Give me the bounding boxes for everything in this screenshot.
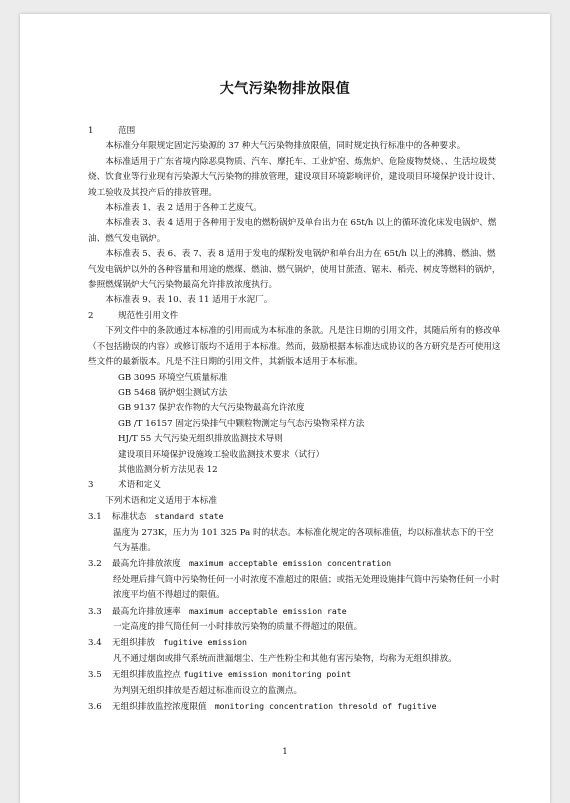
paragraph: 本标准表 9、表 10、表 11 适用于水泥厂。: [105, 295, 273, 306]
clause-3-6-heading: [88, 699, 502, 715]
paragraph: 本标准表 1、表 2 适用于各种工艺废气。: [105, 203, 262, 214]
paragraph: 本标准表 3、表 4 适用于各种用于发电的燃粉锅炉及单台出力在 65t/h 以上的循环流化床发电锅炉、燃油、燃气发电锅炉。: [88, 218, 497, 244]
section-number: 2: [88, 310, 94, 321]
section-2-heading: [88, 309, 502, 324]
reference-item: GB /T 16157 固定污染排气中颗粒物测定与气态污染物采样方法: [118, 418, 365, 429]
clause-number: 3.2: [88, 559, 102, 570]
page-number: 1: [282, 747, 288, 757]
paragraph: 本标准表 5、表 6、表 7、表 8 适用于发电的煤粉发电锅炉和单台出力在 65t/h 以上的沸腾、燃油、燃气发电锅炉以外的各种容量和用途的燃煤、燃油、燃气锅炉，使用甘蔗渣、锯末、稻壳、树皮等燃料的锅炉，参照燃煤锅炉大气污染物最高允许排放浓度执行。: [88, 249, 501, 291]
reference-item: GB 9137 保护农作物的大气污染物最高允许浓度: [118, 403, 305, 414]
document-body: [88, 124, 502, 715]
clause-3-2-heading: [88, 556, 502, 572]
clause-english-term: maximum acceptable emission concentration: [188, 558, 392, 569]
document-page: [20, 14, 550, 803]
clause-number: 3.5: [88, 670, 102, 681]
clause-english-term: monitoring concentration thresold of fugitive: [214, 701, 437, 712]
clause-number: 3.3: [88, 606, 102, 617]
clause-3-4-heading: [88, 635, 502, 651]
clause-3-1-heading: [88, 509, 502, 525]
section-3-heading: [88, 478, 502, 493]
section-number: 3: [88, 480, 94, 491]
reference-item: 建设项目环境保护设施竣工验收监测技术要求（试行）: [118, 449, 325, 460]
clause-number: 3.1: [88, 512, 102, 523]
reference-item: HJ/T 55 大气污染无组织排放监测技术导则: [118, 434, 283, 445]
clause-english-term: fugitive emission monitoring point: [183, 669, 352, 680]
clause-number: 3.6: [88, 702, 102, 713]
paragraph: 本标准适用于广东省境内除恶臭物质、汽车、摩托车、工业炉窑、炼焦炉、危险废物焚烧、、生活垃圾焚烧、饮食业等行业现有污染源大气污染物的排放管理，建设项目环境影响评价，建设项目环境保护设计设计、竣工验收及其投产后的排放管理。: [88, 156, 501, 198]
section-title: 范围: [118, 126, 136, 136]
clause-3-3-heading: [88, 604, 502, 620]
paragraph: 本标准分年限规定固定污染源的 37 种大气污染物排放限值，同时规定执行标准中的各种要求。: [105, 141, 466, 152]
page-title: 大气污染物排放限值: [219, 81, 351, 97]
section-number: 1: [88, 126, 94, 136]
clause-title: 无组织排放: [112, 638, 155, 649]
clause-title: 最高允许排放速率: [112, 606, 181, 617]
clause-text: 为判别无组织排放是否超过标准而设立的监测点。: [113, 685, 303, 696]
section-title: 规范性引用文件: [118, 310, 179, 321]
clause-text: 经处理后排气筒中污染物任何一小时浓度不准超过的限值；或指无处理设施排气筒中污染物任何一小时浓度平均值不得超过的限值。: [113, 574, 500, 601]
reference-item: 其他监测分析方法见表 12: [118, 464, 218, 475]
clause-title: 标准状态: [112, 512, 147, 523]
clause-text: 温度为 273K，压力为 101 325 Pa 时的状态。本标准化规定的各项标准值，均以标准状态下的干空气为基准。: [113, 527, 494, 553]
reference-item: GB 3095 环境空气质量标准: [118, 372, 228, 383]
section-title: 术语和定义: [118, 480, 161, 491]
clause-title: 无组织排放监控点: [112, 670, 181, 681]
clause-text: 凡不通过烟囱或排气系统而泄漏烟尘、生产性粉尘和其他有害污染物，均称为无组织排放。: [113, 653, 457, 664]
paragraph: 下列术语和定义适用于本标准: [105, 495, 217, 506]
clause-text: 一定高度的排气筒任何一小时排放污染物的质量不得超过的限值。: [113, 622, 363, 632]
clause-english-term: standard state: [154, 511, 224, 522]
clause-title: 最高允许排放浓度: [112, 559, 181, 570]
clause-3-5-heading: [88, 667, 502, 683]
section-1-heading: [88, 124, 502, 139]
clause-english-term: fugitive emission: [163, 637, 247, 648]
clause-title: 无组织排放监控浓度限值: [112, 702, 207, 713]
reference-item: GB 5468 锅炉烟尘测试方法: [118, 387, 228, 398]
clause-number: 3.4: [88, 638, 102, 649]
paragraph: 下列文件中的条款通过本标准的引用而成为本标准的条款。凡是注日期的引用文件，其随后所有的修改单（不包括勘误的内容）或修订版均不适用于本标准。然而，鼓励根据本标准达成协议的各方研究是否可使用这些文件的最新版本。凡是不注日期的引用文件，其新版本适用于本标准。: [88, 326, 501, 368]
clause-english-term: maximum acceptable emission rate: [188, 605, 347, 616]
